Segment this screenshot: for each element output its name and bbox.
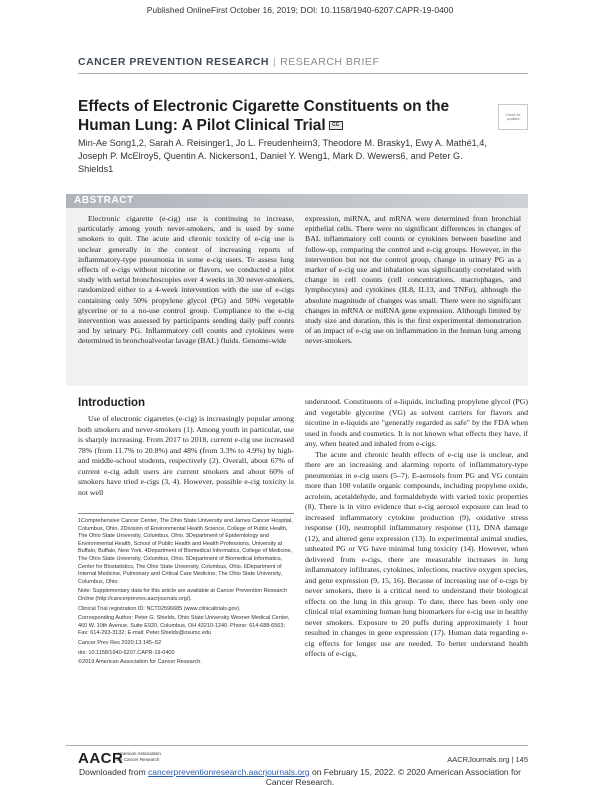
body-paragraph-1: understood. Constituents of e-liquids, including propylene glycol (PG) and vegetable glycerine (VG) as solvent carriers for flavors and nicotine in e-liquids are "generally regarded as safe" by the FDA when used in foods and cosmetics. It is not known what effects they have, if any, when heated and inhaled from e-cigs. — [305, 397, 528, 448]
aacr-logo-subtitle — [117, 751, 161, 762]
check-for-updates-button[interactable] — [498, 104, 528, 130]
article-title-text: Effects of Electronic Cigarette Constituents on the Human Lung: A Pilot Clinical Trial — [78, 98, 450, 134]
introduction-paragraph: Use of electronic cigarettes (e-cig) is increasingly popular among both smokers and never-smokers (1). Among youth in particular, use is sharply increasing. From 2017 to 2018, current e-cig use increased 78% (from 11.7% to 20.8%) and 48% (from 3.3% to 4.9%) by high- and middle-school students, respectively (2). Overall, about 67% of current e-cig adult users are current smokers and about 60% of smokers have tried e-cigs (3, 4). However, possible e-cig toxicity is not well — [78, 414, 294, 497]
download-suffix: on February 15, 2022. © 2020 American Association for — [309, 767, 521, 777]
article-title — [78, 97, 478, 135]
footnotes — [78, 518, 294, 669]
footnote-corresponding-author: Corresponding Author: Peter G. Shields, Ohio State University Wexner Medical Center, 460 W. 10th Avenue, Suite E920, Columbus, OH 43210-1240. Phone: 614-688-6563; Fax: 614-293-3132; E-mail: Peter.Shields@osumc.edu — [78, 615, 290, 637]
published-online-line: Published OnlineFirst October 16, 2019; DOI: 10.1158/1940-6207.CAPR-19-0400 — [146, 5, 454, 15]
body-paragraph-2: The acute and chronic health effects of e-cig use is unclear, and there are an increasing and alarming reports of inflammatory-type pneumonias in e-cig users (5–7). E-aerosols from PG and VG contain more than 100 volatile organic compounds, including propylene oxide, acrolein, acetaldehyde, and formaldehyde with varied toxic properties (8). There is in vitro evidence that e-cig aerosol exposure can lead to increased inflammatory cytokine production (9), oxidative stress response (10), neutrophil inflammatory response (11), DNA damage (12), and altered gene expression (13). In experimental animal studies, unheated PG or VG have minimal lung toxicity (14). However, when delivered from e-cigs, there are measurable increases in lung inflammatory infiltrates, cytokines, infections, reactive oxygen species, and gene expression (9, 15, 16). Because of increasing use of e-cigs by never smokers, there is a critical need to understand their biological effects on the lung in this group. To date, there has been only one clinical trial examining human lung biomarkers for e-cig use in healthy never smokers. Exposure to 20 puffs during approximately 1 hour resulted in changes in gene expression (17). Human data regarding e-cig effects for longer use are needed. To better understand health effects of e-cigs, — [305, 449, 528, 658]
header-rule — [78, 73, 528, 74]
download-prefix: Downloaded from — [79, 767, 149, 777]
open-access-icon: CC — [329, 121, 343, 130]
download-notice — [0, 768, 600, 785]
footnote-affiliations: 1Comprehensive Cancer Center, The Ohio State University and James Cancer Hospital, Columbus, Ohio. 2Division of Environmental Health Science, College of Public Health, The Ohio State University, Columbus, Ohio. 3Department of Epidemiology and Environmental Health, School of Public Health and Health Professions, University at Buffalo, Buffalo, New York. 4Department of Biomedical Informatics, College of Medicine, The Ohio State University, Columbus, Ohio. 5Department of Biomedical Informatics, Center for Biostatistics, The Ohio State University, Columbus, Ohio. 6Department of Internal Medicine, Pulmonary and Critical Care Medicine, The Ohio State University, Columbus, Ohio. — [78, 518, 293, 585]
journal-name: CANCER PREVENTION RESEARCH — [78, 56, 269, 68]
journal-header — [78, 56, 379, 68]
download-source-link[interactable]: cancerpreventionresearch.aacrjournals.org — [148, 767, 310, 777]
aacr-subtitle-line-1: American Association — [117, 751, 161, 756]
abstract-heading: ABSTRACT — [74, 195, 134, 206]
aacr-logo: AACR — [78, 750, 124, 767]
footnote-doi: doi: 10.1158/1940-6207.CAPR-19-0400 — [78, 649, 175, 656]
footnote-rule — [78, 513, 294, 514]
body-column-right — [305, 397, 528, 660]
footer-rule — [66, 745, 528, 746]
author-list: Min-Ae Song1,2, Sarah A. Reisinger1, Jo L. Freudenheim3, Theodore M. Brasky1, Ewy A. Mathé1,4, Joseph P. McElroy5, Quentin A. Nickerson1, Daniel Y. Weng1, Mark D. Wewers6, and Peter G. Shields1 — [78, 138, 487, 174]
journal-url-page-number: AACRJournals.org | 145 — [447, 755, 528, 764]
footnote-citation: Cancer Prev Res 2020;13:145–52 — [78, 639, 162, 646]
abstract-header — [66, 194, 528, 208]
introduction-heading: Introduction — [78, 397, 146, 409]
abstract-column-left: Electronic cigarette (e-cig) use is continuing to increase, particularly among youth never-smokers, and is used by some smokers to quit. The acute and chronic toxicity of e-cig use is unclear generally in the context of increasing reports of inflammatory-type pneumonia in some e-cig users. To assess lung effects of e-cigs without nicotine or flavors, we conducted a pilot study with serial bronchoscopies over 4 weeks in 30 never-smokers, randomized either to a 4-week intervention with the use of e-cigs containing only 50% propylene glycol (PG) and 50% vegetable glycerine or to a no-use control group. Compliance to the e-cig intervention was assessed by participants sending daily puff counts and by urinary PG. Inflammatory cell counts and cytokines were determined in bronchoalveolar lavage (BAL) fluids. Genome-wide — [78, 214, 294, 346]
aacr-subtitle-line-2: for Cancer Research — [117, 756, 160, 762]
article-type: RESEARCH BRIEF — [280, 56, 380, 68]
download-line-2: Cancer Research. — [265, 776, 335, 785]
footnote-copyright: ©2019 American Association for Cancer Research. — [78, 659, 202, 666]
abstract-column-right: expression, miRNA, and mRNA were determined from bronchial epithelial cells. There were no significant differences in changes of BAL inflammatory cell counts or cytokines between baseline and follow-up, comparing the control and e-cig groups. However, in the intervention but not the control group, change in urinary PG as a marker of e-cig use and inhalation was significantly correlated with change in cell counts (cell concentrations, macrophages, and lymphocytes) and cytokines (IL8, IL13, and TNFα), although the absolute magnitude of changes was small. There were no significant changes in mRNA or miRNA gene expression. Although limited by study size and duration, this is the first experimental demonstration of an impact of e-cig use on inflammation in the human lung among never-smokers. — [305, 214, 521, 346]
journal-separator: | — [272, 56, 277, 68]
footnote-trial-registration: Clinical Trial registration ID: NCT02596685 (www.clinicaltrials.gov). — [78, 605, 241, 612]
footnote-supplementary: Note: Supplementary data for this article are available at Cancer Prevention Research Online (http://cancerprevres.aacrjournals.org/). — [78, 588, 288, 602]
check-for-updates-label: Check for updates — [505, 113, 521, 121]
